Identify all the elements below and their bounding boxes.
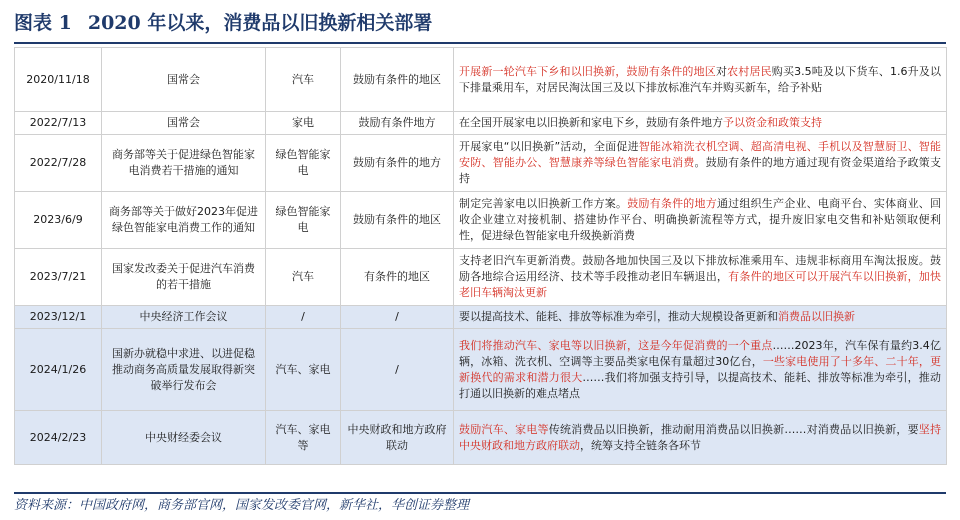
source-rule (14, 492, 946, 494)
field-cell: 绿色智能家电 (266, 135, 341, 192)
plain-text: 购买3.5吨及以下货车、1.6升及以下排量乘用车，对居民淘汰国三及以下排放标准汽车并购买新车，给予补贴 (459, 64, 942, 94)
meeting-cell: 中央财经委会议 (102, 411, 266, 465)
plain-text: 制定完善家电以旧换新工作方案。 (459, 197, 628, 210)
table-row (15, 112, 947, 135)
description-cell (454, 306, 947, 329)
chart-title (14, 6, 432, 40)
highlight-text: 有条件的地区可以开展汽车以旧换新，加快老旧车辆淘汰更新 (459, 270, 942, 299)
date-cell: 2023/7/21 (15, 249, 102, 306)
description-cell (454, 135, 947, 192)
description-cell (454, 112, 947, 135)
plain-text: 对 (715, 64, 728, 78)
field-cell: 家电 (266, 112, 341, 135)
description-cell (454, 249, 947, 306)
meeting-cell: 中央经济工作会议 (102, 306, 266, 329)
table-row (15, 135, 947, 192)
date-cell: 2024/1/26 (15, 329, 102, 411)
highlight-text: 智能冰箱洗衣机空调、超高清电视、手机以及智慧厨卫、智能安防、智能办公、智慧康养等绿色智能家电消费 (459, 140, 941, 169)
meeting-cell: 国常会 (102, 112, 266, 135)
scope-cell: 鼓励有条件的地区 (341, 48, 454, 112)
highlight-text: 鼓励有条件的地方 (627, 197, 717, 210)
plain-text: 。鼓励有条件的地方通过现有资金渠道给予政策支持 (459, 156, 941, 185)
plain-text: 传统消费品以旧换新，推动耐用消费品以旧换新……对消费品以旧换新，要 (548, 422, 919, 436)
scope-cell: / (341, 329, 454, 411)
scope-cell: 鼓励有条件地方 (341, 112, 454, 135)
highlight-text: 消费品以旧换新 (778, 310, 855, 323)
plain-text: 要以提高技术、能耗、排放等标准为牵引，推动大规模设备更新和 (459, 310, 778, 323)
plain-text: 开展家电“以旧换新”活动，全面促进 (459, 140, 639, 153)
scope-cell: 有条件的地区 (341, 249, 454, 306)
table-row (15, 306, 947, 329)
meeting-cell: 商务部等关于做好2023年促进绿色智能家电消费工作的通知 (102, 192, 266, 249)
meeting-cell: 国新办就稳中求进、以进促稳推动商务高质量发展取得新突破举行发布会 (102, 329, 266, 411)
date-cell: 2022/7/28 (15, 135, 102, 192)
scope-cell: / (341, 306, 454, 329)
scope-cell: 鼓励有条件的地方 (341, 135, 454, 192)
highlight-text: 农村居民 (727, 64, 772, 78)
table-row (15, 48, 947, 112)
table-row (15, 411, 947, 465)
meeting-cell: 商务部等关于促进绿色智能家电消费若干措施的通知 (102, 135, 266, 192)
plain-text: ……我们将加强支持引导，以提高技术、能耗、排放等标准为牵引，推动打通以旧换新的难点堵点 (459, 370, 942, 400)
description-cell (454, 48, 947, 112)
date-cell: 2022/7/13 (15, 112, 102, 135)
plain-text: 通过组织生产企业、电商平台、实体商业、回收企业建立对接机制、搭建协作平台、明确换新流程等方式，提升废旧家电交售和补贴领取便利性，促进绿色智能家电升级换新消费 (459, 197, 942, 242)
title-text: 2020 年以来，消费品以旧换新相关部署 (87, 12, 433, 34)
highlight-text: 坚持中央财政和地方政府联动 (459, 422, 942, 452)
meeting-cell: 国家发改委关于促进汽车消费的若干措施 (102, 249, 266, 306)
table-row (15, 249, 947, 306)
field-cell: / (266, 306, 341, 329)
highlight-text: 我们将推动汽车、家电等以旧换新，这是今年促消费的一个重点 (459, 338, 773, 352)
description-cell (454, 192, 947, 249)
field-cell: 汽车 (266, 48, 341, 112)
field-cell: 汽车、家电等 (266, 411, 341, 465)
source-note: 资料来源：中国政府网，商务部官网，国家发改委官网，新华社，华创证券整理 (14, 498, 470, 513)
meeting-cell: 国常会 (102, 48, 266, 112)
date-cell: 2024/2/23 (15, 411, 102, 465)
policy-table-body (15, 48, 947, 465)
title-rule (14, 42, 946, 44)
highlight-text: 予以资金和政策支持 (723, 116, 822, 129)
field-cell: 汽车 (266, 249, 341, 306)
date-cell: 2023/12/1 (15, 306, 102, 329)
scope-cell: 鼓励有条件的地区 (341, 192, 454, 249)
description-cell (454, 329, 947, 411)
description-cell (454, 411, 947, 465)
policy-table (14, 47, 947, 465)
highlight-text: 鼓励汽车、家电等 (459, 422, 549, 436)
date-cell: 2020/11/18 (15, 48, 102, 112)
figure-label: 图表 1 (14, 12, 72, 34)
scope-cell: 中央财政和地方政府联动 (341, 411, 454, 465)
plain-text: ……2023年，汽车保有量约3.4亿辆，冰箱、洗衣机、空调等主要品类家电保有量超过30亿台， (459, 338, 941, 368)
field-cell: 绿色智能家电 (266, 192, 341, 249)
highlight-text: 一些家电使用了十多年、二十年，更新换代的需求和潜力很大 (459, 354, 942, 384)
plain-text: ，统筹支持全链条各环节 (580, 438, 701, 452)
date-cell: 2023/6/9 (15, 192, 102, 249)
field-cell: 汽车、家电 (266, 329, 341, 411)
table-row (15, 192, 947, 249)
table-row (15, 329, 947, 411)
plain-text: 支持老旧汽车更新消费。鼓励各地加快国三及以下排放标准乘用车、违规非标商用车淘汰报废。鼓励各地综合运用经济、技术等手段推动老旧车辆退出， (459, 254, 941, 283)
plain-text: 在全国开展家电以旧换新和家电下乡，鼓励有条件地方 (459, 116, 723, 129)
highlight-text: 开展新一轮汽车下乡和以旧换新，鼓励有条件的地区 (459, 64, 716, 78)
